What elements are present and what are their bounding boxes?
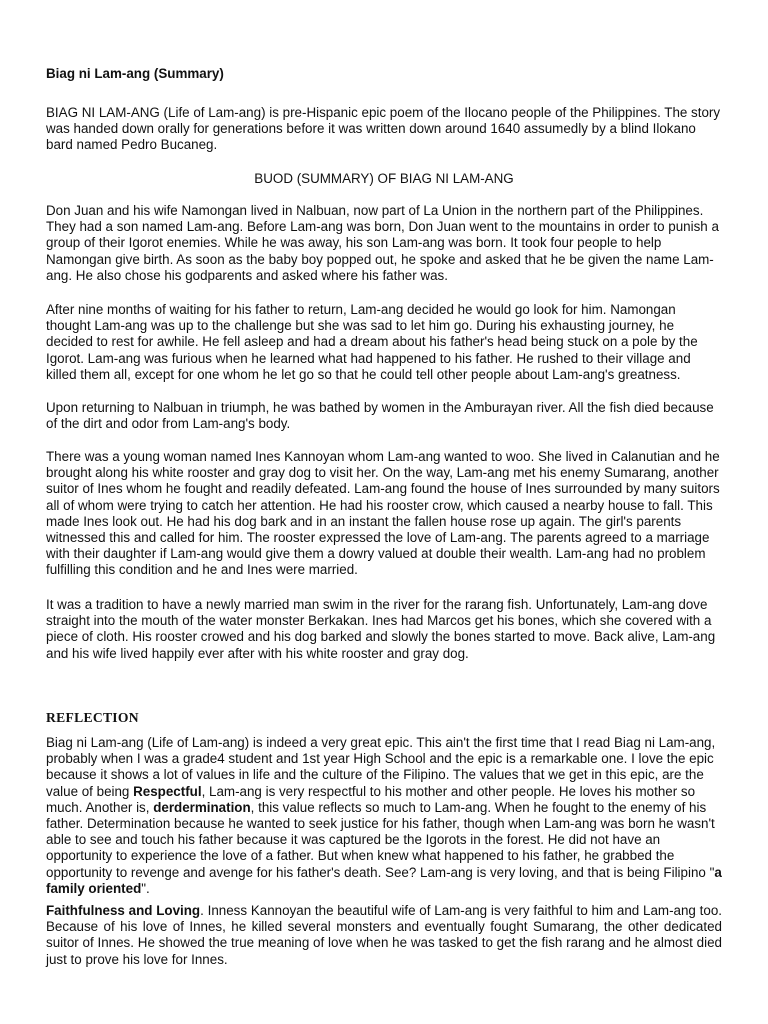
value-determination: derdermination: [153, 799, 251, 815]
summary-paragraph-4: There was a young woman named Ines Kannoyan whom Lam-ang wanted to woo. She lived in Calanutian and he brought along his white rooster and gray dog to visit her. On the way, Lam-ang met his enemy Sumarang, another suitor of Ines whom he fought and readily defeated. Lam-ang found the house of Ines surrounded by many suitors all of whom were trying to catch her attention. He had his rooster crow, which caused a nearby house to fall. This made Ines look out. He had his dog bark and in an instant the fallen house rose up again. The girl's parents witnessed this and called for him. The rooster expressed the love of Lam-ang. The parents agreed to a marriage with their daughter if Lam-ang would give them a dowry valued at double their wealth. Lam-ang had no problem fulfilling this condition and he and Ines were married.: [46, 449, 720, 578]
summary-paragraph-3: Upon returning to Nalbuan in triumph, he was bathed by women in the Amburayan river. All the fish died because of the dirt and odor from Lam-ang's body.: [46, 400, 714, 432]
reflection-text: Biag ni Lam-ang (Life of Lam-ang) is indeed a very great epic. This ain't the first time that I read Biag ni Lam-ang, probably when I was a grade4 student and 1st year High School and the epic is a remarkable one. I love the epic because it shows a lot of values in life and the culture of the Filipino. The values that we get in this epic, are the value of being: [46, 735, 716, 799]
summary-paragraph-5: It was a tradition to have a newly married man swim in the river for the rarang fish. Unfortunately, Lam-ang dove straight into the mouth of the water monster Berkakan. Ines had Marcos get his bones, which she covered with a piece of cloth. His rooster crowed and his dog barked and slowly the bones started to move. Back alive, Lam-ang and his wife lived happily ever after with his white rooster and gray dog.: [46, 597, 716, 661]
reflection-paragraph-1: [46, 735, 722, 897]
summary-paragraph-1: Don Juan and his wife Namongan lived in Nalbuan, now part of La Union in the northern part of the Philippines. They had a son named Lam-ang. Before Lam-ang was born, Don Juan went to the mountains in order to punish a group of their Igorot enemies. While he was away, his son Lam-ang was born. It took four people to help Namongan give birth. As soon as the baby boy popped out, he spoke and asked that he be given the name Lam-ang. He also chose his godparents and asked where his father was.: [46, 203, 719, 283]
intro-paragraph: BIAG NI LAM-ANG (Life of Lam-ang) is pre-Hispanic epic poem of the Ilocano people of the Philippines. The story was handed down orally for generations before it was written down around 1640 assumedly by a blind Ilokano bard named Pedro Bucaneg.: [46, 105, 721, 153]
value-family-oriented: a family oriented: [46, 864, 722, 896]
reflection-text: , this value reflects so much to Lam-ang. When he fought to the enemy of his father. Determination because he wanted to seek justice for his father, though when Lam-ang was born he wasn't able to see and touch his father because it was captured be the Igorots in the forest. He did not have an opportunity to experience the love of a father. But when knew what happened to his father, he grabbed the opportunity to revenge and avenge for his father's death. See? Lam-ang is very loving, and that is being Filipino ": [46, 799, 715, 880]
reflection-paragraph-2: [46, 903, 722, 968]
value-faithfulness: Faithfulness and Loving: [46, 903, 201, 918]
reflection-text: , Lam-ang is very respectful to his mother and other people. He loves his mother so much. Another is,: [46, 783, 696, 815]
document-title: Biag ni Lam-ang (Summary): [46, 66, 224, 81]
reflection-text: ".: [141, 880, 150, 896]
reflection-heading: REFLECTION: [46, 710, 139, 725]
summary-heading: BUOD (SUMMARY) OF BIAG NI LAM-ANG: [254, 171, 514, 186]
reflection-text: . Inness Kannoyan the beautiful wife of Lam-ang is very faithful to him and Lam-ang too. Because of his love of Innes, he killed several monsters and eventually fought Sumarang, the other dedicated suitor of Innes. He showed the true meaning of love when he was tasked to get the fish rarang and he almost died just to prove his love for Innes.: [46, 903, 722, 967]
summary-paragraph-2: After nine months of waiting for his father to return, Lam-ang decided he would go look for him. Namongan thought Lam-ang was up to the challenge but she was sad to let him go. During his exhausting journey, he decided to rest for awhile. He fell asleep and had a dream about his father's head being stuck on a pole by the Igorot. Lam-ang was furious when he learned what had happened to his father. He rushed to their village and killed them all, except for one whom he let go so that he could tell other people about Lam-ang's greatness.: [46, 302, 698, 382]
value-respectful: Respectful: [133, 783, 202, 799]
